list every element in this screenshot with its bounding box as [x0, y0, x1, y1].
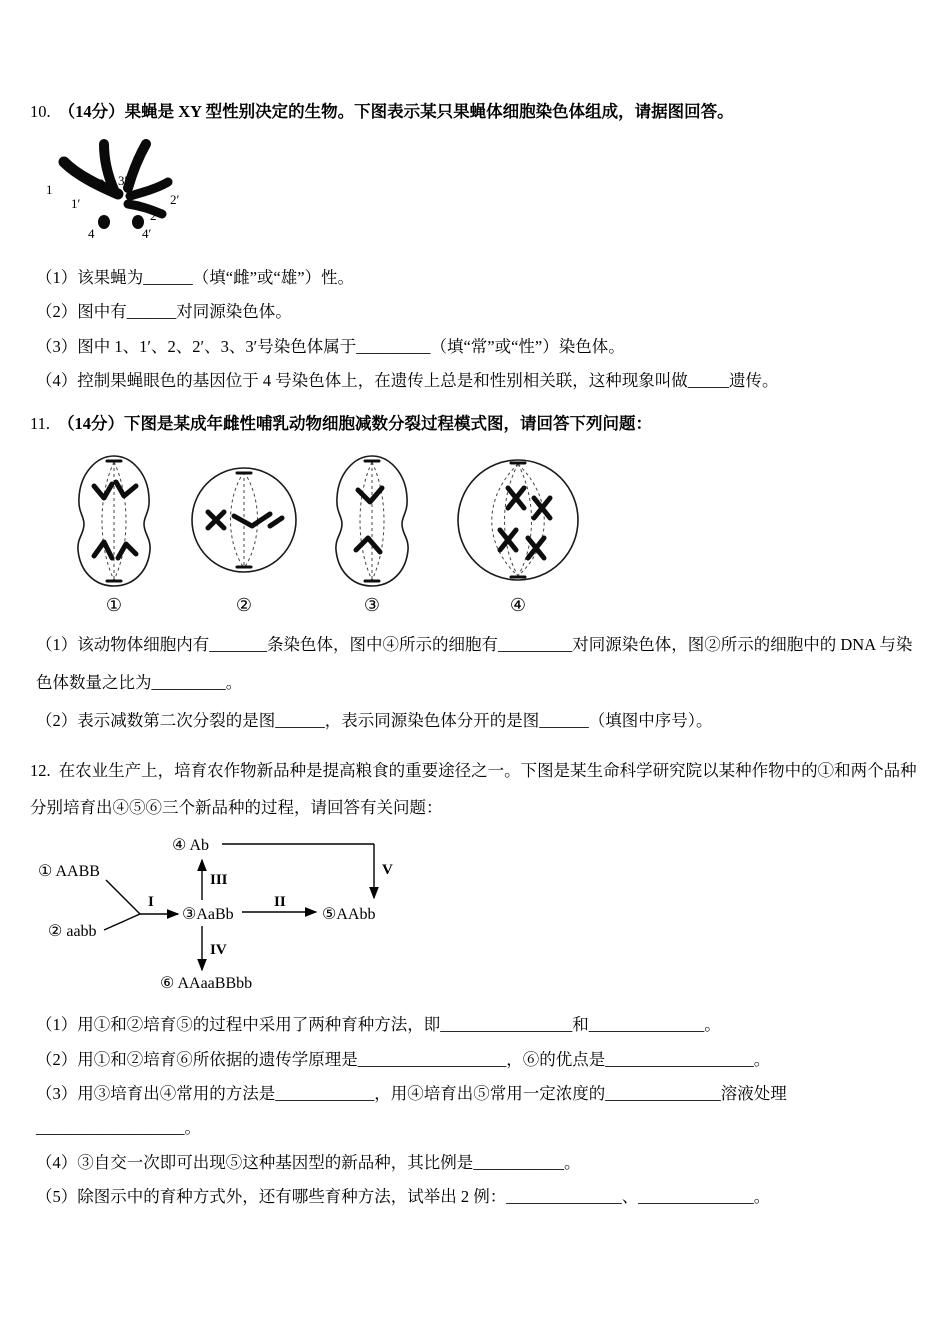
q11-head	[30, 410, 918, 438]
chromosome-label-4: 4	[88, 226, 95, 242]
meiosis-cell-1	[78, 456, 150, 586]
q12-sub-4: （4）③自交一次即可出现⑤这种基因型的新品种，其比例是___________。	[36, 1152, 581, 1172]
q11-subquestions	[30, 626, 918, 740]
question-10	[30, 98, 918, 398]
cell-label-3: ③	[363, 595, 381, 616]
chromosome-label-3: 3	[98, 176, 105, 192]
process-label-I: I	[148, 894, 154, 911]
process-label-II: II	[274, 894, 286, 911]
q10-sub-2: （2）图中有______对同源染色体。	[36, 302, 292, 322]
node-6-AAaaBBbb: ⑥ AAaaBBbb	[160, 975, 253, 993]
q11-number: 11.	[30, 414, 51, 434]
fruitfly-chromosome-figure	[38, 132, 248, 257]
q10-subquestions	[30, 261, 918, 398]
chromosome-dot-4	[98, 215, 110, 229]
q10-head	[30, 98, 918, 126]
meiosis-cells-figure	[48, 446, 593, 618]
q10-sub-4: （4）控制果蝇眼色的基因位于 4 号染色体上，在遗传上总是和性别相关联，这种现象叫做_____遗传。	[36, 370, 779, 390]
q10-score: （14分）	[58, 102, 125, 121]
process-label-III: III	[210, 872, 228, 889]
q12-sub-5: （5）除图示中的育种方式外，还有哪些育种方法，试举出 2 例：______________、______________。	[36, 1186, 771, 1206]
meiosis-cell-3	[336, 456, 408, 586]
chromosome-arm-2p	[130, 182, 168, 196]
chromosome-label-2p: 2′	[170, 192, 180, 208]
meiosis-cell-4	[458, 460, 578, 580]
question-11	[30, 410, 918, 740]
node-3-AaBb: ③AaBb	[182, 906, 234, 924]
chromosome-label-3p: 3′	[118, 173, 128, 189]
chromosome-arm-3p	[128, 144, 146, 188]
chromosome-label-4p: 4′	[142, 226, 152, 242]
chromosome-arm-2	[128, 204, 162, 214]
q11-score: （14分）	[58, 414, 125, 434]
node-2-aabb: ② aabb	[48, 923, 97, 941]
q10-stem: 果蝇是 XY 型性别决定的生物。下图表示某只果蝇体细胞染色体组成，请据图回答。	[124, 102, 734, 121]
q12-sub-1: （1）用①和②培育⑤的过程中采用了两种育种方法，即________________和______________。	[36, 1015, 721, 1035]
chromosome-label-2: 2	[150, 208, 157, 224]
q10-number: 10.	[30, 102, 51, 121]
q11-sub-2: （2）表示减数第二次分裂的是图______，表示同源染色体分开的是图______（填图中序号）。	[36, 711, 713, 731]
q11-sub-1: （1）该动物体细胞内有_______条染色体，图中④所示的细胞有_________对同源染色体，图②所示的细胞中的 DNA 与染色体数量之比为_________。	[36, 635, 913, 693]
q11-stem: 下图是某成年雌性哺乳动物细胞减数分裂过程模式图，请回答下列问题：	[124, 414, 653, 434]
breeding-flow-diagram	[34, 828, 464, 1000]
q12-stem: 在农业生产上，培育农作物新品种是提高粮食的重要途径之一。下图是某生命科学研究院以某种作物中的①和两个品种分别培育出④⑤⑥三个新品种的过程，请回答有关问题：	[30, 761, 917, 818]
flow-line-from-parent2	[104, 914, 140, 930]
node-4-Ab: ④ Ab	[172, 837, 210, 855]
q12-head	[30, 752, 918, 826]
flow-line-from-parent1	[106, 880, 140, 914]
cell-label-2: ②	[235, 595, 253, 616]
q12-sub-3: （3）用③培育出④常用的方法是____________，用④培育出⑤常用一定浓度的______________溶液处理__________________。	[36, 1084, 787, 1138]
chromosome-label-1: 1	[46, 182, 53, 198]
cell-label-4: ④	[509, 595, 527, 616]
node-5-AAbb: ⑤AAbb	[322, 906, 376, 924]
process-label-V: V	[382, 862, 393, 879]
q10-sub-3: （3）图中 1、1′、2、2′、3、3′号染色体属于_________（填“常”或“性”）染色体。	[36, 336, 625, 356]
cell-label-1: ①	[105, 595, 123, 616]
chromosome-label-1p: 1′	[71, 196, 81, 212]
meiosis-cell-2	[192, 468, 296, 572]
q10-sub-1: （1）该果蝇为______（填“雌”或“雄”）性。	[36, 268, 355, 288]
node-1-AABB: ① AABB	[38, 863, 100, 881]
q12-subquestions	[30, 1008, 918, 1214]
q12-number: 12.	[30, 761, 51, 781]
question-12	[30, 752, 918, 1214]
process-label-IV: IV	[210, 942, 227, 959]
q12-sub-2: （2）用①和②培育⑥所依据的遗传学原理是__________________，⑥的优点是__________________。	[36, 1049, 771, 1069]
